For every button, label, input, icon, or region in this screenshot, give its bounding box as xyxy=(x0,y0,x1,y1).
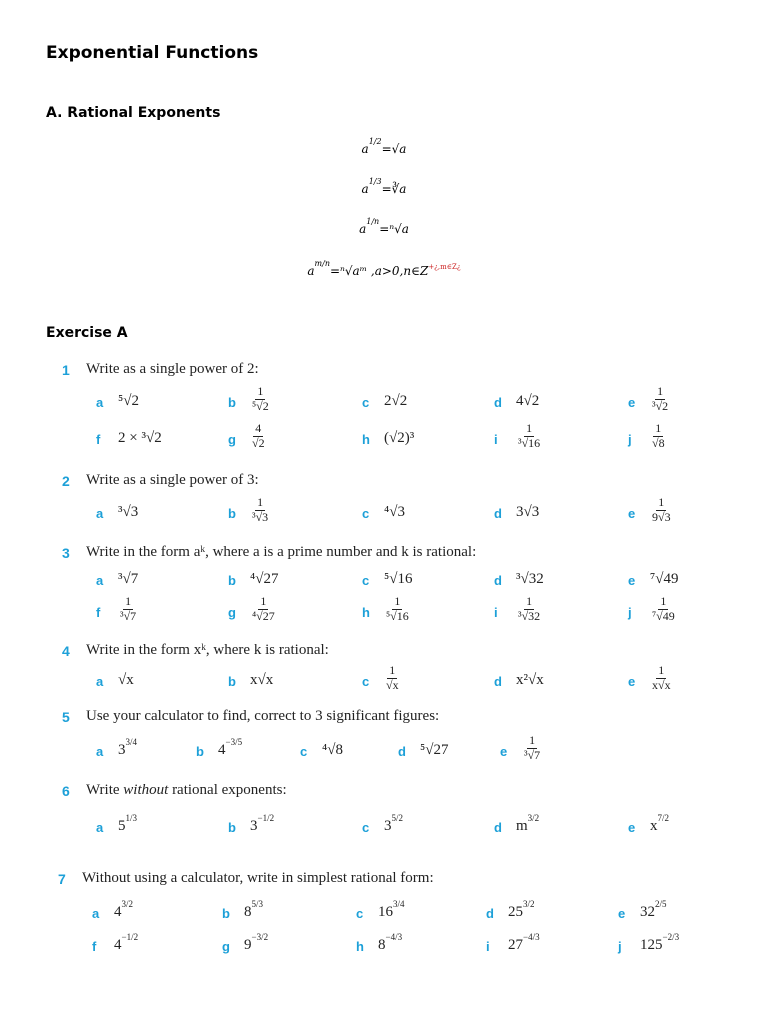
item-expression: $\frac{1}{x√x}$ xyxy=(652,663,671,692)
item-label: e xyxy=(628,820,636,835)
item-expression: ⁷√49 xyxy=(650,571,679,587)
item-label: h xyxy=(362,605,370,620)
item-expression: √x xyxy=(118,672,134,688)
formula-2: $a^{1/3}=∛a$ xyxy=(361,177,407,196)
item-label: a xyxy=(96,744,104,759)
item-label: b xyxy=(228,506,236,521)
item-label: d xyxy=(494,506,502,521)
question-number: 7 xyxy=(58,871,66,887)
question-number: 2 xyxy=(62,473,70,489)
item-label: e xyxy=(628,573,636,588)
item-label: f xyxy=(96,605,101,620)
item-expression: $\frac{1}{\text{⁵√16}}$ xyxy=(386,594,409,623)
question-number: 6 xyxy=(62,783,70,799)
item-label: b xyxy=(228,674,236,689)
item-expression: ⁵√16 xyxy=(384,571,413,587)
item-expression: 2 × ³√2 xyxy=(118,430,162,446)
item-label: e xyxy=(500,744,508,759)
item-label: b xyxy=(228,820,236,835)
question-number: 5 xyxy=(62,709,70,725)
item-label: b xyxy=(228,395,236,410)
item-expression: $\frac{1}{\text{⁷√49}}$ xyxy=(652,594,675,623)
item-label: a xyxy=(96,395,104,410)
item-expression: $\frac{1}{\text{³√32}}$ xyxy=(518,594,541,623)
item-label: a xyxy=(92,906,100,921)
item-label: j xyxy=(628,605,632,620)
item-label: b xyxy=(196,744,204,759)
item-label: d xyxy=(486,906,494,921)
item-label: d xyxy=(494,820,502,835)
item-label: d xyxy=(494,674,502,689)
page-title: Exponential Functions xyxy=(46,43,259,63)
item-expression: 4√2 xyxy=(516,393,540,409)
item-expression: $x^{7/2}$ xyxy=(650,813,670,834)
question-number: 1 xyxy=(62,362,70,378)
item-expression: $8^{5/3}$ xyxy=(244,899,264,920)
question-text: Use your calculator to find, correct to 3 significant figures: xyxy=(86,708,440,724)
item-expression: $3^{5/2}$ xyxy=(384,813,404,834)
item-expression: ⁴√27 xyxy=(250,571,279,587)
item-expression: $\frac{1}{\text{³√3}}$ xyxy=(252,495,269,524)
item-expression: $4^{3/2}$ xyxy=(114,899,134,920)
item-expression: $16^{3/4}$ xyxy=(378,899,405,920)
item-expression: $\frac{1}{√8}$ xyxy=(652,421,665,450)
item-expression: x√x xyxy=(250,672,274,688)
item-expression: $\frac{4}{√2}$ xyxy=(252,421,265,450)
item-label: i xyxy=(494,605,498,620)
item-label: g xyxy=(228,432,236,447)
item-label: i xyxy=(494,432,498,447)
item-label: c xyxy=(356,906,364,921)
item-label: c xyxy=(362,573,370,588)
section-heading: A. Rational Exponents xyxy=(46,105,221,121)
item-label: e xyxy=(628,674,636,689)
question-number: 3 xyxy=(62,545,70,561)
item-label: d xyxy=(398,744,406,759)
item-expression: $\frac{1}{\text{³√16}}$ xyxy=(518,421,541,450)
item-label: f xyxy=(92,939,97,954)
item-label: c xyxy=(362,506,370,521)
item-expression: $125^{-2/3}$ xyxy=(640,932,680,953)
item-expression: ⁴√3 xyxy=(384,504,405,520)
item-expression: $m^{3/2}$ xyxy=(516,813,540,834)
item-expression: $\frac{1}{9√3}$ xyxy=(652,495,671,524)
item-expression: $\frac{1}{\text{³√7}}$ xyxy=(524,733,541,762)
item-expression: ⁵√27 xyxy=(420,742,449,758)
item-label: c xyxy=(362,820,370,835)
item-expression: $8^{-4/3}$ xyxy=(378,932,403,953)
question-text: Write without rational exponents: xyxy=(86,782,287,798)
item-expression: $\frac{1}{√x}$ xyxy=(386,663,399,692)
item-expression: $9^{-3/2}$ xyxy=(244,932,269,953)
item-label: b xyxy=(222,906,230,921)
item-label: j xyxy=(618,939,622,954)
item-expression: $25^{3/2}$ xyxy=(508,899,535,920)
item-label: g xyxy=(222,939,230,954)
item-label: h xyxy=(362,432,370,447)
item-expression: $3^{-1/2}$ xyxy=(250,813,275,834)
item-expression: ⁵√2 xyxy=(118,393,139,409)
item-label: i xyxy=(486,939,490,954)
item-label: d xyxy=(494,395,502,410)
formula-4: $a^{m/n}=^n√aᵐ$ $,a>0,n\in Z^{+¿,m\in Z¿}$ xyxy=(307,259,461,278)
formula-3: $a^{1/n}=^n√a$ xyxy=(359,217,409,236)
item-expression: $5^{1/3}$ xyxy=(118,813,138,834)
question-text: Write as a single power of 2: xyxy=(86,361,259,377)
item-label: c xyxy=(300,744,308,759)
item-label: e xyxy=(628,395,636,410)
item-label: b xyxy=(228,573,236,588)
item-expression: $\frac{1}{\text{⁵√2}}$ xyxy=(252,384,269,413)
formula-1: $a^{1/2}=√a$ xyxy=(361,137,407,156)
exercise-heading: Exercise A xyxy=(46,325,128,341)
item-expression: $\frac{1}{\text{³√2}}$ xyxy=(652,384,669,413)
item-label: a xyxy=(96,674,104,689)
item-label: a xyxy=(96,573,104,588)
item-label: a xyxy=(96,506,104,521)
item-expression: x²√x xyxy=(516,672,544,688)
item-expression: ³√7 xyxy=(118,571,139,587)
question-text: Write as a single power of 3: xyxy=(86,472,259,488)
question-text: Write in the form xᵏ, where k is rational: xyxy=(86,642,329,658)
item-label: c xyxy=(362,395,370,410)
item-expression: 2√2 xyxy=(384,393,408,409)
item-label: f xyxy=(96,432,101,447)
item-label: h xyxy=(356,939,364,954)
item-expression: $4^{-3/5}$ xyxy=(218,737,243,758)
item-label: d xyxy=(494,573,502,588)
item-label: a xyxy=(96,820,104,835)
item-expression: $32^{2/5}$ xyxy=(640,899,667,920)
item-label: e xyxy=(628,506,636,521)
item-expression: $3^{3/4}$ xyxy=(118,737,138,758)
item-expression: ³√32 xyxy=(516,571,544,587)
item-expression: $\frac{1}{\text{³√7}}$ xyxy=(120,594,137,623)
item-expression: $27^{-4/3}$ xyxy=(508,932,540,953)
item-expression: (√2)³ xyxy=(384,430,415,446)
item-expression: ³√3 xyxy=(118,504,139,520)
item-label: c xyxy=(362,674,370,689)
question-text: Write in the form aᵏ, where a is a prime number and k is rational: xyxy=(86,544,477,560)
question-number: 4 xyxy=(62,643,70,659)
item-label: e xyxy=(618,906,626,921)
item-expression: ⁴√8 xyxy=(322,742,343,758)
item-label: j xyxy=(628,432,632,447)
question-text: Without using a calculator, write in simplest rational form: xyxy=(82,870,434,886)
item-expression: $\frac{1}{\text{⁴√27}}$ xyxy=(252,594,275,623)
item-expression: 3√3 xyxy=(516,504,540,520)
item-label: g xyxy=(228,605,236,620)
item-expression: $4^{-1/2}$ xyxy=(114,932,139,953)
